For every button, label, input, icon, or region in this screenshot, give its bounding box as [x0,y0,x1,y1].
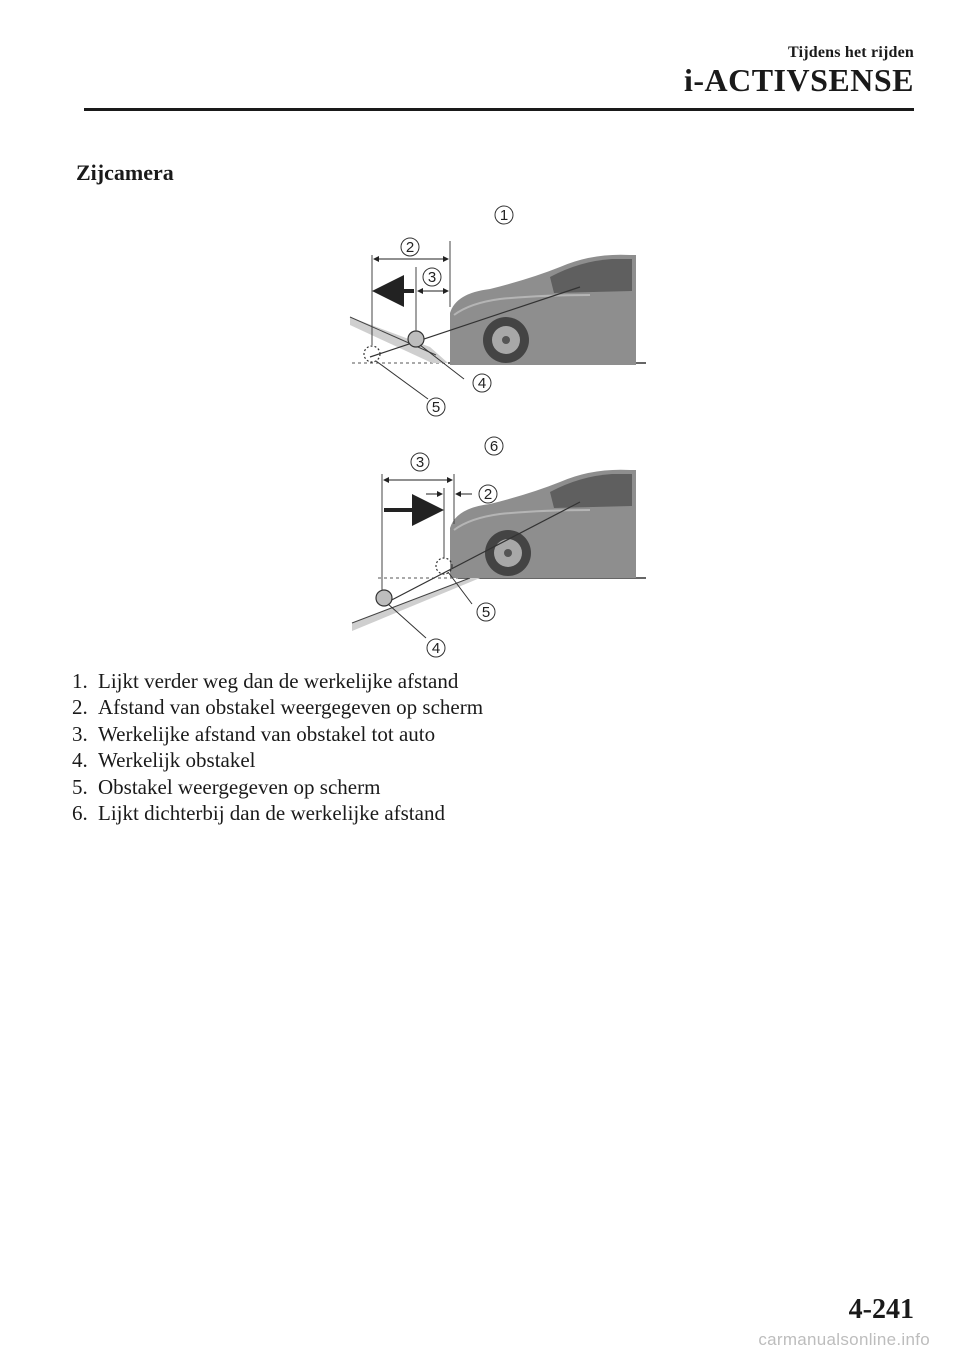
svg-text:1: 1 [499,207,509,224]
svg-text:5: 5 [431,399,441,416]
svg-text:4: 4 [477,375,487,392]
car-side-view-2 [450,470,636,578]
car-side-view [450,255,636,365]
list-item: 2. Afstand van obstakel weergegeven op scherm [72,695,484,720]
list-item: 3. Werkelijke afstand van obstakel tot auto [72,721,436,746]
diagram-closer [340,428,660,663]
actual-obstacle-icon-2 [376,590,392,606]
diagram-farther [340,195,660,425]
header-divider [84,108,914,111]
svg-text:6: 6 [489,438,499,455]
svg-text:3: 3 [415,454,425,471]
figure-legend [72,668,483,826]
actual-obstacle-icon [408,331,424,347]
section-title-header: i-ACTIVSENSE [683,62,914,98]
svg-text:3: 3 [427,269,437,286]
page-title: Zijcamera [76,160,174,185]
watermark: carmanualsonline.info [758,1330,930,1349]
list-item: 4. Werkelijk obstakel [72,748,256,773]
list-item: 6. Lijkt dichterbij dan de werkelijke afstand [72,801,445,826]
list-item: 5. Obstakel weergegeven op scherm [72,774,381,799]
page-number: 4-241 [848,1294,914,1325]
svg-text:2: 2 [405,239,415,256]
displayed-obstacle-icon-2 [436,558,452,574]
list-item: 1. Lijkt verder weg dan de werkelijke afstand [72,669,459,693]
svg-text:2: 2 [483,486,493,503]
chapter-label: Tijdens het rijden [788,44,914,61]
svg-text:5: 5 [481,604,491,621]
svg-text:4: 4 [431,640,441,657]
